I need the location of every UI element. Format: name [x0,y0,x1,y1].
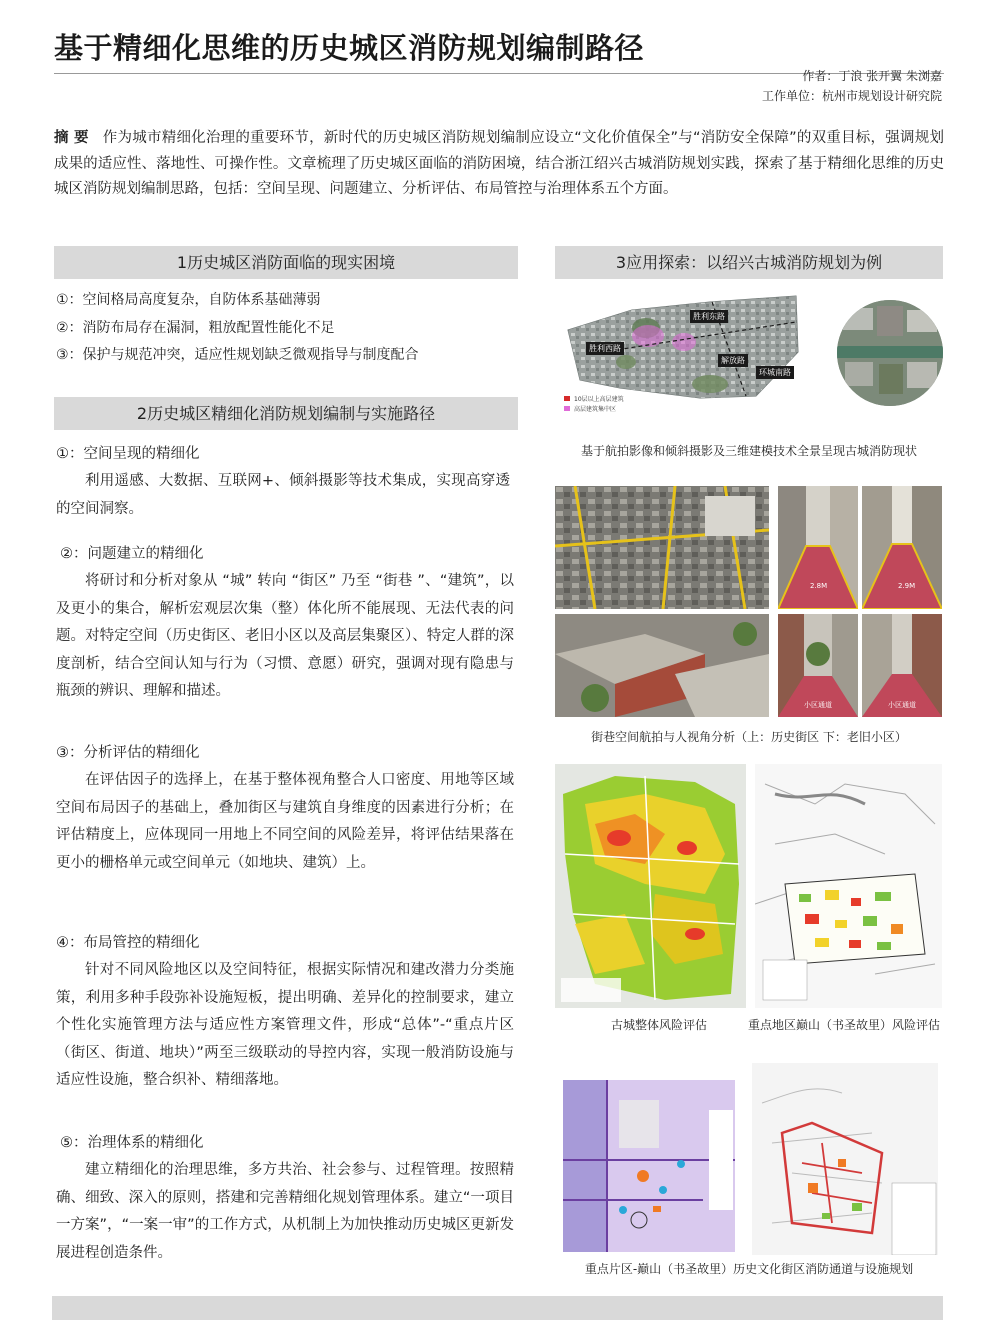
street-label: 小区通道 [804,701,832,709]
abstract-text: 作为城市精细化治理的重要环节，新时代的历史城区消防规划编制应设立“文化价值保全”与“消防安全保障”的双重目标，强调规划成果的适应性、落地性、可操作性。文章梳理了历史城区面临的消防困境，结合浙江绍兴古城消防规划实践，探索了基于精细化思维的历史城区消防规划编制思路，包括：空间呈现、问题建立、分析评估、布局管控与治理体系五个方面。 [54,130,944,197]
abstract-label: 摘 要 [54,130,89,146]
legend-swatch-red [564,396,570,401]
caption-planning: 重点片区-巅山（书圣故里）历史文化街区消防通道与设施规划 [584,1262,914,1276]
caption-street: 街巷空间航拍与人视角分析（上：历史街区 下：老旧小区） [591,730,907,744]
caption-risk-key: 重点地区巅山（书圣故里）风险评估 [747,1018,940,1032]
list-item: ③：保护与规范冲突，适应性规划缺乏微观指导与制度配合 [56,347,419,363]
part5-title: ⑤：治理体系的精细化 [60,1135,204,1151]
aerial-street-photo-historic [555,486,769,609]
affiliation: 工作单位：杭州市规划设计研究院 [761,89,942,103]
aerial-3d-map [560,292,826,424]
circular-aerial-detail [837,300,943,406]
road-label: 胜利东路 [690,310,728,323]
width-label: 2.8M [810,582,828,590]
street-view-photo-2 [862,486,942,609]
road-label: 胜利西路 [586,342,624,355]
legend-label: 高层建筑集中区 [574,406,617,413]
city-risk-map [555,764,746,1008]
street-view-photo-1 [778,486,858,609]
width-label: 2.9M [898,582,916,590]
section2-heading: 2历史城区精细化消防规划编制与实施路径 [54,397,518,430]
street-view-photo-3 [778,614,858,717]
street-view-photo-4 [862,614,942,717]
part1-text: 利用遥感、大数据、互联网+、倾斜摄影等技术集成，实现高穿透的空间洞察。 [56,473,510,517]
part1-title: ①：空间呈现的精细化 [56,446,200,462]
legend-label: 10层以上高层建筑 [574,396,624,403]
caption-aerial: 基于航拍影像和倾斜摄影及三维建模技术全景呈现古城消防现状 [580,444,917,458]
caption-risk-city: 古城整体风险评估 [610,1018,707,1032]
aerial-street-photo-old-community [555,614,769,717]
road-label: 环城南路 [756,366,794,379]
legend-swatch-pink [564,406,570,411]
part4-title: ④：布局管控的精细化 [56,935,200,951]
road-label: 解放路 [718,354,748,367]
part3-text: 在评估因子的选择上，在基于整体视角整合人口密度、用地等区域空间布局因子的基础上，叠加街区与建筑自身维度的因素进行分析；在评估精度上，应体现同一用地上不同空间的风险差异，将评估结果落在更小的栅格单元或空间单元（如地块、建筑）上。 [56,772,514,871]
part2-title: ②：问题建立的精细化 [60,546,204,562]
part2-text: 将研讨和分析对象从 “城” 转向 “街区” 乃至 “街巷 ”、“建筑”，以及更小的集合，解析宏观层次集（整）体化所不能展现、无法代表的问题。对特定空间（历史街区、老旧小区以及高层集聚区）、特定人群的深度剖析，结合空间认知与行为（习惯、意愿）研究，强调对现有隐患与瓶颈的辨识、理解和描述。 [56,573,514,699]
list-item: ①：空间格局高度复杂，自防体系基础薄弱 [56,292,321,308]
section1-list [56,287,419,370]
part3-title: ③：分析评估的精细化 [56,745,200,761]
authors: 作者：丁浪 张开翼 朱浏嘉 [802,69,942,83]
section3-heading: 3应用探索：以绍兴古城消防规划为例 [555,246,943,279]
part5-text: 建立精细化的治理思维，多方共治、社会参与、过程管理。按照精确、细致、深入的原则，搭建和完善精细化规划管理体系。建立“一项目一方案”，“一案一审”的工作方式，从机制上为加快推动历史城区更新发展进程创造条件。 [56,1162,514,1261]
section1-heading: 1历史城区消防面临的现实困境 [54,246,518,279]
footer-bar [52,1296,943,1320]
key-area-risk-map [755,764,942,1008]
page-title: 基于精细化思维的历史城区消防规划编制路径 [54,31,645,65]
part4-text: 针对不同风险地区以及空间特征，根据实际情况和建改潜力分类施策，利用多种手段弥补设施短板，提出明确、差异化的控制要求，建立个性化实施管理方法与适应性方案管理文件，形成“总体”-“重点片区（街区、街道、地块）”两至三级联动的导控内容，实现一般消防设施与适应性设施，整合织补、精细落地。 [56,962,514,1088]
list-item: ②：消防布局存在漏洞，粗放配置性能化不足 [56,319,335,336]
abstract [54,126,944,203]
fire-access-planning-map [563,1080,735,1252]
street-label: 小区通道 [888,701,916,709]
fire-facility-planning-map [752,1063,938,1255]
